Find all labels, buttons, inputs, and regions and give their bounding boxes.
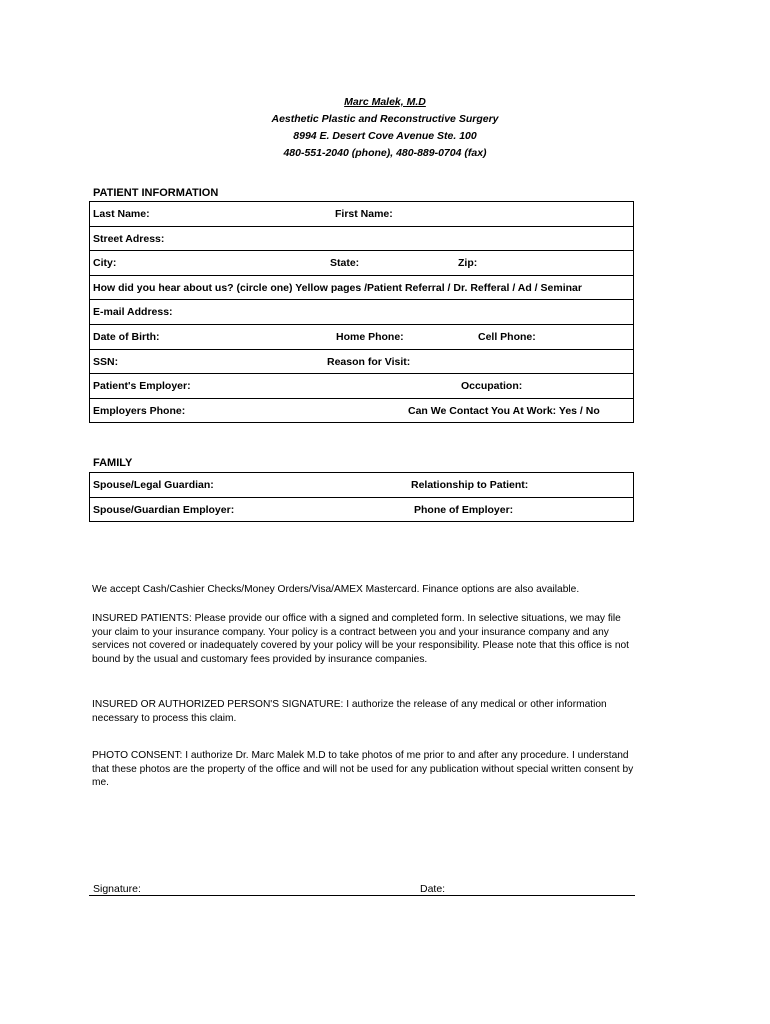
street-address-field[interactable]: Street Adress:	[93, 232, 165, 245]
home-phone-field[interactable]: Home Phone:	[336, 330, 404, 343]
dob-field[interactable]: Date of Birth:	[93, 330, 160, 343]
occupation-field[interactable]: Occupation:	[461, 380, 523, 393]
email-field[interactable]: E-mail Address:	[93, 306, 173, 319]
family-title: FAMILY	[93, 457, 133, 469]
family-form	[89, 472, 634, 522]
letterhead	[0, 94, 770, 162]
ssn-row	[90, 350, 633, 375]
date-label: Date:	[420, 883, 446, 895]
name-row	[90, 202, 633, 227]
employer-row	[90, 374, 633, 399]
specialty: Aesthetic Plastic and Reconstructive Surgery	[271, 113, 499, 125]
city-field[interactable]: City:	[93, 257, 117, 270]
patient-info-form	[89, 201, 634, 423]
payment-paragraph: We accept Cash/Cashier Checks/Money Orders/Visa/AMEX Mastercard. Finance options are also available.	[92, 584, 580, 595]
state-field[interactable]: State:	[330, 257, 360, 270]
spouse-field[interactable]: Spouse/Legal Guardian:	[93, 479, 214, 491]
spouse-row	[90, 473, 633, 498]
patient-info-title: PATIENT INFORMATION	[93, 187, 219, 199]
dob-row	[90, 325, 633, 350]
reason-for-visit-field[interactable]: Reason for Visit:	[327, 355, 411, 368]
employer-phone-field[interactable]: Employers Phone:	[93, 404, 186, 417]
last-name-field[interactable]: Last Name:	[93, 208, 150, 220]
cell-phone-field[interactable]: Cell Phone:	[478, 330, 536, 343]
ssn-field[interactable]: SSN:	[93, 355, 119, 368]
street-row	[90, 227, 633, 252]
first-name-field[interactable]: First Name:	[335, 208, 393, 220]
spouse-employer-field[interactable]: Spouse/Guardian Employer:	[93, 503, 235, 516]
photo-consent-paragraph: PHOTO CONSENT: I authorize Dr. Marc Malek M.D to take photos of me prior to and after any procedure. I understand that these photos are the property of the office and will not be used for any publication without special written consent by me.	[92, 750, 634, 788]
signature-line[interactable]	[89, 895, 635, 896]
insured-paragraph: INSURED PATIENTS: Please provide our office with a signed and completed form. In selective situations, we may file your claim to your insurance company. Your policy is a contract between you and your insurance company and any services not covered or inadequately covered by your policy will be your responsibility. Please note that this office is not bound by the usual and customary fees provided by insurance companies.	[92, 613, 630, 665]
office-address: 8994 E. Desert Cove Avenue Ste. 100	[293, 130, 477, 142]
relationship-field[interactable]: Relationship to Patient:	[411, 479, 529, 491]
patient-employer-field[interactable]: Patient's Employer:	[93, 380, 191, 393]
city-row	[90, 251, 633, 276]
zip-field[interactable]: Zip:	[458, 257, 478, 270]
referral-field[interactable]: How did you hear about us? (circle one) Yellow pages /Patient Referral / Dr. Refferal / Ad / Seminar	[93, 281, 582, 294]
signature-label: Signature:	[93, 883, 141, 895]
referral-row	[90, 276, 633, 301]
doctor-name: Marc Malek, M.D	[344, 96, 426, 108]
office-phone: 480-551-2040 (phone), 480-889-0704 (fax)	[283, 147, 487, 159]
email-row	[90, 300, 633, 325]
authorized-paragraph: INSURED OR AUTHORIZED PERSON'S SIGNATURE: I authorize the release of any medical or other information necessary to process this claim.	[92, 699, 607, 724]
spouse-employer-phone-field[interactable]: Phone of Employer:	[414, 503, 514, 516]
employer-phone-row	[90, 399, 633, 424]
contact-at-work-field[interactable]: Can We Contact You At Work: Yes / No	[408, 404, 600, 417]
spouse-employer-row	[90, 498, 633, 523]
